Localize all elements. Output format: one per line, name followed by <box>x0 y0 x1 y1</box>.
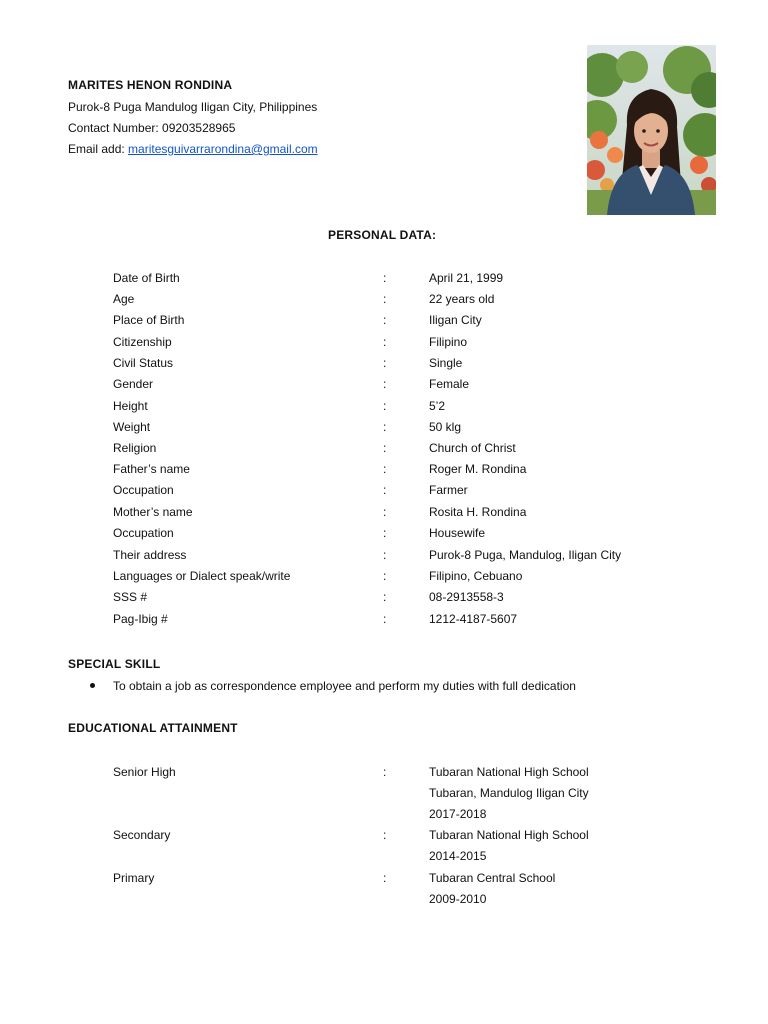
row-colon: : <box>383 871 387 885</box>
school-name: Tubaran Central School <box>429 871 556 885</box>
row-label: SSS # <box>113 590 148 604</box>
contact-number: Contact Number: 09203528965 <box>68 121 236 135</box>
school-years: 2014-2015 <box>429 849 487 863</box>
row-value: 08-2913558-3 <box>429 590 504 604</box>
row-label: Weight <box>113 420 151 434</box>
row-label: Citizenship <box>113 335 172 349</box>
row-colon: : <box>383 335 387 349</box>
row-label: Age <box>113 292 135 306</box>
row-colon: : <box>383 441 387 455</box>
education-level: Secondary <box>113 828 171 842</box>
row-colon: : <box>383 505 387 519</box>
row-label: Height <box>113 399 148 413</box>
row-colon: : <box>383 526 387 540</box>
row-label: Date of Birth <box>113 271 180 285</box>
email-link[interactable]: maritesguivarrarondina@gmail.com <box>128 142 318 156</box>
row-colon: : <box>383 612 387 626</box>
row-colon: : <box>383 569 387 583</box>
row-colon: : <box>383 377 387 391</box>
education-level: Primary <box>113 871 155 885</box>
row-value: Housewife <box>429 526 486 540</box>
address-line: Purok-8 Puga Mandulog Iligan City, Philippines <box>68 100 318 114</box>
row-label: Civil Status <box>113 356 174 370</box>
row-value: Rosita H. Rondina <box>429 505 527 519</box>
education-title: EDUCATIONAL ATTAINMENT <box>68 721 238 735</box>
school-years: 2009-2010 <box>429 892 487 906</box>
row-colon: : <box>383 462 387 476</box>
email-label: Email add: <box>68 142 129 156</box>
row-value: Church of Christ <box>429 441 516 455</box>
row-label: Place of Birth <box>113 313 185 327</box>
row-label: Gender <box>113 377 154 391</box>
row-value: Filipino <box>429 335 468 349</box>
row-value: 5’2 <box>429 399 446 413</box>
row-label: Occupation <box>113 526 174 540</box>
row-label: Father’s name <box>113 462 190 476</box>
row-value: Female <box>429 377 470 391</box>
row-colon: : <box>383 292 387 306</box>
row-label: Languages or Dialect speak/write <box>113 569 291 583</box>
school-name: Tubaran National High School <box>429 828 589 842</box>
special-skill-title: SPECIAL SKILL <box>68 657 161 671</box>
school-name: Tubaran National High School <box>429 765 589 779</box>
row-colon: : <box>383 356 387 370</box>
row-value: Roger M. Rondina <box>429 462 527 476</box>
row-colon: : <box>383 313 387 327</box>
row-colon: : <box>383 590 387 604</box>
row-colon: : <box>383 399 387 413</box>
row-colon: : <box>383 828 387 842</box>
row-value: April 21, 1999 <box>429 271 504 285</box>
row-value: Purok-8 Puga, Mandulog, Iligan City <box>429 548 622 562</box>
school-address: Tubaran, Mandulog Iligan City <box>429 786 589 800</box>
row-colon: : <box>383 548 387 562</box>
personal-data-title: PERSONAL DATA: <box>328 228 437 242</box>
profile-photo <box>587 45 716 215</box>
applicant-name: MARITES HENON RONDINA <box>68 78 233 92</box>
row-value: Farmer <box>429 483 468 497</box>
row-label: Their address <box>113 548 187 562</box>
row-value: 22 years old <box>429 292 495 306</box>
education-level: Senior High <box>113 765 176 779</box>
row-value: Iligan City <box>429 313 482 327</box>
school-years: 2017-2018 <box>429 807 487 821</box>
row-value: Single <box>429 356 463 370</box>
row-label: Occupation <box>113 483 174 497</box>
row-label: Mother’s name <box>113 505 193 519</box>
row-colon: : <box>383 420 387 434</box>
row-value: 50 klg <box>429 420 462 434</box>
bullet-icon <box>90 683 95 688</box>
row-colon: : <box>383 765 387 779</box>
row-value: Filipino, Cebuano <box>429 569 523 583</box>
row-value: 1212-4187-5607 <box>429 612 518 626</box>
email-line <box>68 142 318 156</box>
row-label: Religion <box>113 441 157 455</box>
row-colon: : <box>383 271 387 285</box>
row-colon: : <box>383 483 387 497</box>
row-label: Pag-Ibig # <box>113 612 168 626</box>
skill-text: To obtain a job as correspondence employee and perform my duties with full dedication <box>113 679 576 693</box>
